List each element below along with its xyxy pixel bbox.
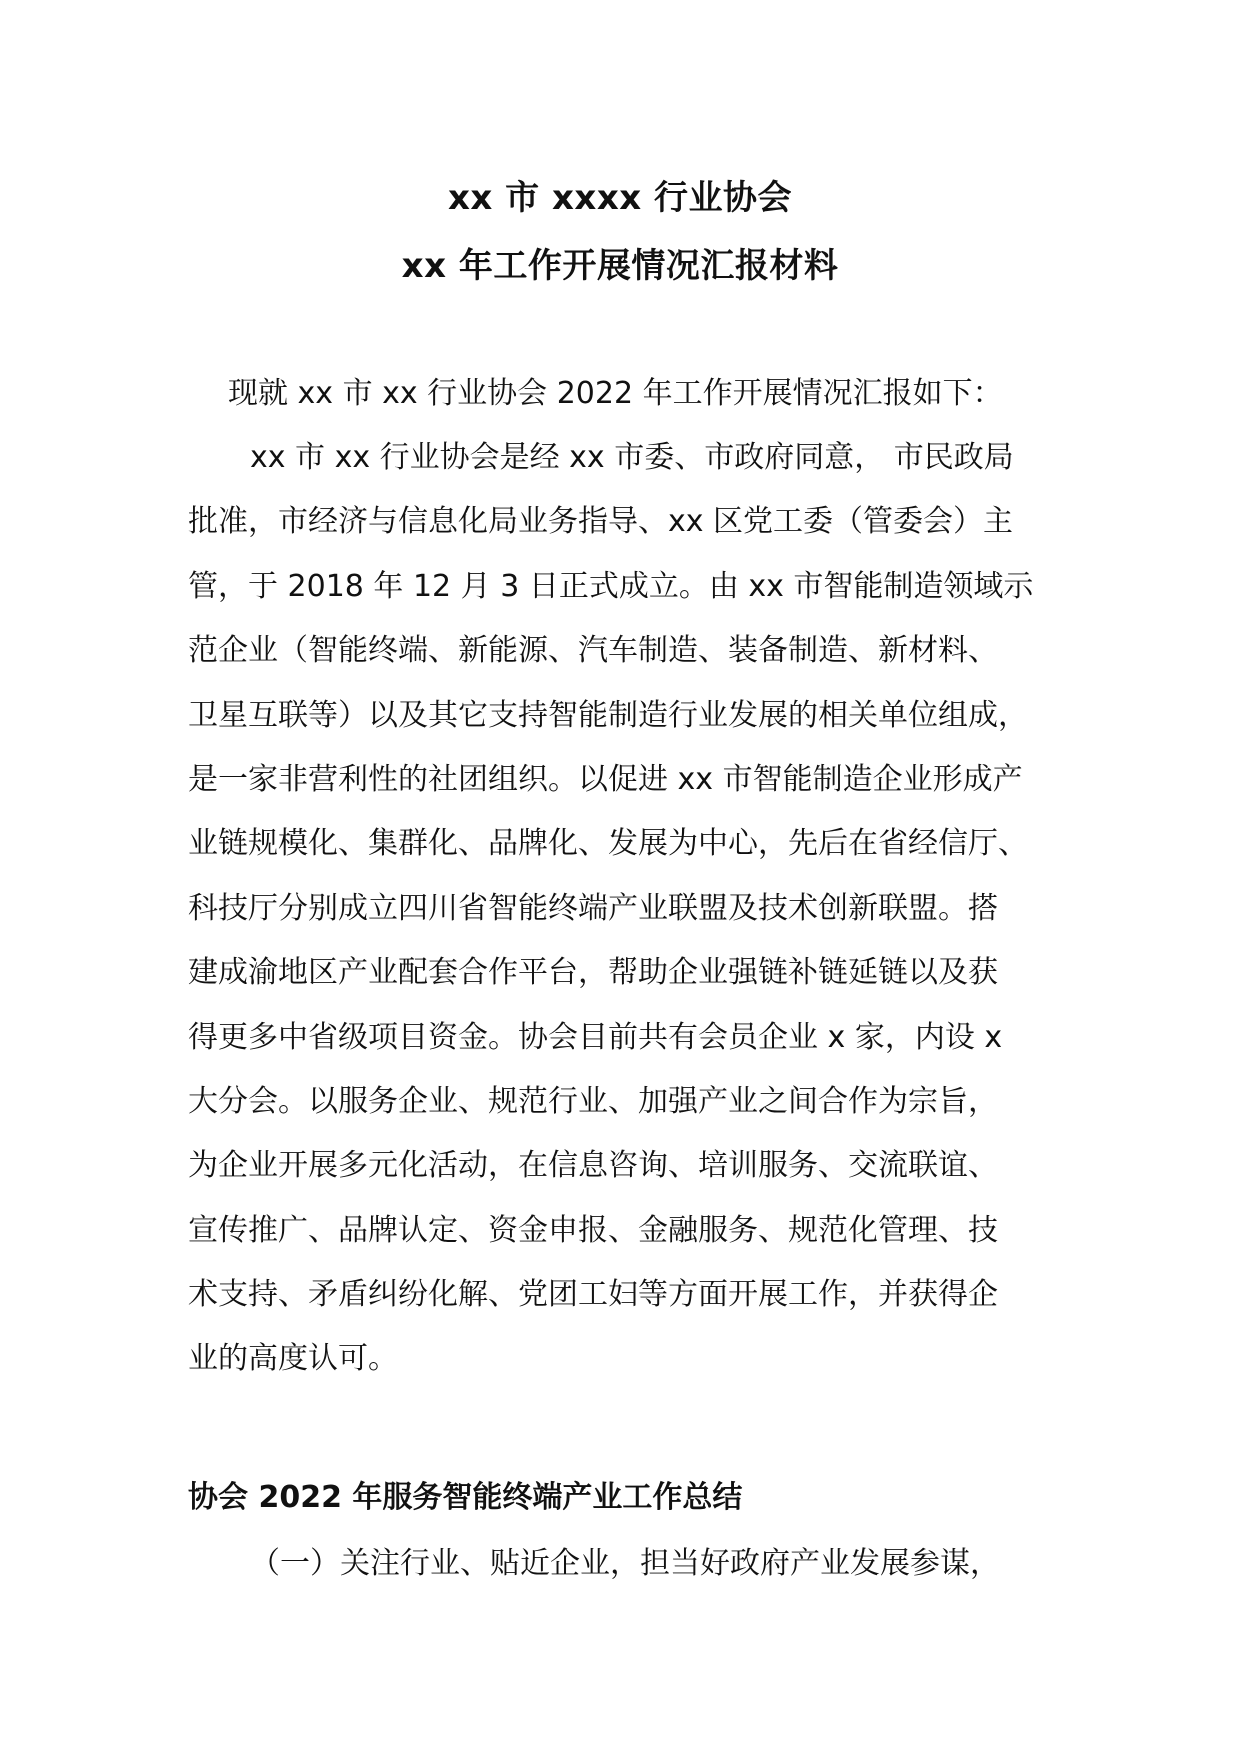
- paragraph-line: 建成渝地区产业配套合作平台，帮助企业强链补链延链以及获: [188, 955, 998, 991]
- paragraph-line: 宣传推广、品牌认定、资金申报、金融服务、规范化管理、技: [188, 1212, 998, 1248]
- sub-item-1: （一）关注行业、贴近企业，担当好政府产业发展参谋，: [250, 1546, 1000, 1581]
- paragraph-line: 管，于 2018 年 12 月 3 日正式成立。由 xx 市智能制造领域示: [188, 568, 1034, 604]
- paragraph-line: 是一家非营利性的社团组织。以促进 xx 市智能制造企业形成产: [188, 761, 1023, 797]
- paragraph-line: 大分会。以服务企业、规范行业、加强产业之间合作为宗旨，: [188, 1083, 998, 1119]
- paragraph-line: 业的高度认可。: [188, 1341, 398, 1377]
- paragraph-line: 为企业开展多元化活动，在信息咨询、培训服务、交流联谊、: [188, 1148, 998, 1184]
- section-heading: 协会 2022 年服务智能终端产业工作总结: [188, 1480, 743, 1515]
- document-title-line2: xx 年工作开展情况汇报材料: [401, 246, 839, 286]
- paragraph-line: 卫星互联等）以及其它支持智能制造行业发展的相关单位组成，: [188, 697, 1028, 733]
- document-title-line1: xx 市 xxxx 行业协会: [447, 178, 793, 218]
- paragraph-line: 批准，市经济与信息化局业务指导、xx 区党工委（管委会）主: [188, 504, 1014, 540]
- paragraph-line: 科技厅分别成立四川省智能终端产业联盟及技术创新联盟。搭: [188, 890, 998, 926]
- paragraph-line: xx 市 xx 行业协会是经 xx 市委、市政府同意， 市民政局: [250, 440, 1014, 475]
- paragraph-line: 得更多中省级项目资金。协会目前共有会员企业 x 家，内设 x: [188, 1019, 1003, 1055]
- body-paragraph: [188, 438, 1088, 1404]
- paragraph-line: 范企业（智能终端、新能源、汽车制造、装备制造、新材料、: [188, 633, 998, 669]
- paragraph-line: 术支持、矛盾纠纷化解、党团工妇等方面开展工作，并获得企: [188, 1277, 998, 1313]
- paragraph-line: 业链规模化、集群化、品牌化、发展为中心，先后在省经信厅、: [188, 826, 1028, 862]
- intro-paragraph: 现就 xx 市 xx 行业协会 2022 年工作开展情况汇报如下：: [228, 376, 1003, 411]
